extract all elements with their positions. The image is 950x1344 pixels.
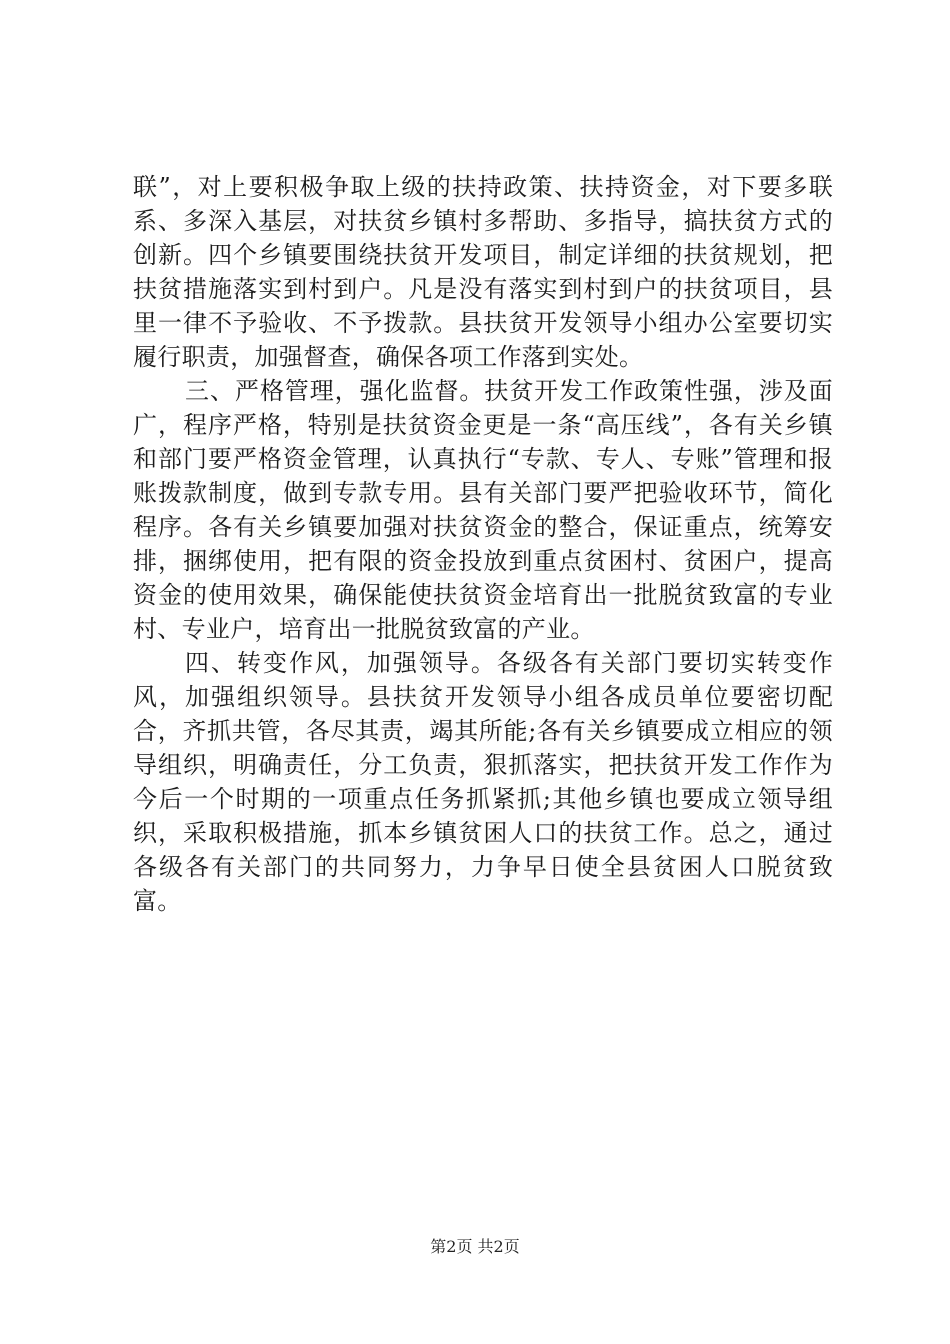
paragraph-leadership: 四、转变作风，加强领导。各级各有关部门要切实转变作风，加强组织领导。县扶贫开发领导小组各成员单位要密切配合，齐抓共管，各尽其责，竭其所能;各有关乡镇要成立相应的领导组织，明确责任，分工负责，狠抓落实，把扶贫开发工作作为今后一个时期的一项重点任务抓紧抓;其他乡镇也要成立领导组织，采取积极措施，抓本乡镇贫困人口的扶贫工作。总之，通过各级各有关部门的共同努力，力争早日使全县贫困人口脱贫致富。 xyxy=(133,649,833,915)
paragraph-continuation: 联”，对上要积极争取上级的扶持政策、扶持资金，对下要多联系、多深入基层，对扶贫乡镇村多帮助、多指导，搞扶贫方式的创新。四个乡镇要围绕扶贫开发项目，制定详细的扶贫规划，把扶贫措施落实到村到户。凡是没有落实到村到户的扶贫项目，县里一律不予验收、不予拨款。县扶贫开发领导小组办公室要切实履行职责，加强督查，确保各项工作落到实处。 xyxy=(133,173,833,371)
document-body xyxy=(133,170,833,918)
paragraph-strict-management: 三、严格管理，强化监督。扶贫开发工作政策性强，涉及面广，程序严格，特别是扶贫资金更是一条“高压线”，各有关乡镇和部门要严格资金管理，认真执行“专款、专人、专账”管理和报账拨款制度，做到专款专用。县有关部门要严把验收环节，简化程序。各有关乡镇要加强对扶贫资金的整合，保证重点，统筹安排，捆绑使用，把有限的资金投放到重点贫困村、贫困户，提高资金的使用效果，确保能使扶贫资金培育出一批脱贫致富的专业村、专业户，培育出一批脱贫致富的产业。 xyxy=(133,377,833,643)
page-footer: 第2页 共2页 xyxy=(430,1237,520,1256)
